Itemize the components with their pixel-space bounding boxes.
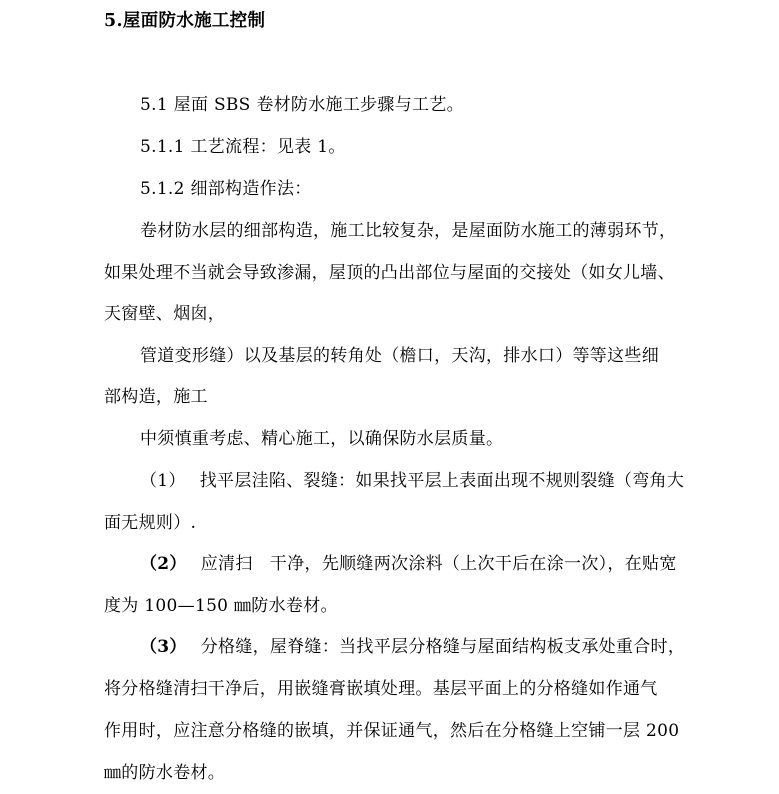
- paragraph-text-line: 如果处理不当就会导致渗漏，屋顶的凸出部位与屋面的交接处（如女儿墙、: [104, 263, 675, 283]
- list-item-text: 分格缝，屋脊缝：当找平层分格缝与屋面结构板支承处重合时，: [200, 637, 686, 657]
- paragraph-text-line: 天窗壁、烟囱，: [104, 304, 226, 324]
- list-item: [140, 636, 685, 658]
- list-item-number: （3）: [140, 637, 187, 657]
- list-item-continuation: ㎜的防水卷材。: [104, 763, 226, 783]
- list-item-continuation: 作用时，应注意分格缝的嵌填，并保证通气，然后在分格缝上空铺一层 200: [104, 721, 680, 741]
- list-item-text: 应清扫 干净，先顺缝两次涂料（上次干后在涂一次），在贴宽: [200, 554, 677, 574]
- section-title: 5.屋面防水施工控制: [104, 11, 266, 31]
- list-item: [140, 470, 684, 492]
- paragraph-text-line: 管道变形缝）以及基层的转角处（檐口，天沟，排水口）等等这些细: [140, 346, 659, 366]
- paragraph-text-line: 中须慎重考虑、精心施工，以确保防水层质量。: [140, 429, 504, 449]
- paragraph-5-1-2: 5.1.2 细部构造作法：: [140, 179, 312, 199]
- list-item-text: 找平层洼陷、裂缝：如果找平层上表面出现不规则裂缝（弯角大: [199, 471, 685, 491]
- list-item-continuation: 面无规则）.: [104, 513, 197, 533]
- list-item-continuation: 将分格缝清扫干净后，用嵌缝膏嵌填处理。基层平面上的分格缝如作通气: [104, 679, 658, 699]
- list-item-continuation: 度为 100—150 ㎜防水卷材。: [104, 596, 338, 616]
- paragraph-5-1-1: 5.1.1 工艺流程：见表 1。: [140, 137, 346, 157]
- paragraph-text-line: 卷材防水层的细部构造，施工比较复杂，是屋面防水施工的薄弱环节，: [140, 221, 677, 241]
- list-item-number: （1）: [140, 471, 186, 491]
- list-item: [140, 553, 677, 575]
- paragraph-5-1: 5.1 屋面 SBS 卷材防水施工步骤与工艺。: [140, 95, 464, 115]
- paragraph-text-line: 部构造，施工: [104, 387, 208, 407]
- list-item-number: （2）: [140, 554, 187, 574]
